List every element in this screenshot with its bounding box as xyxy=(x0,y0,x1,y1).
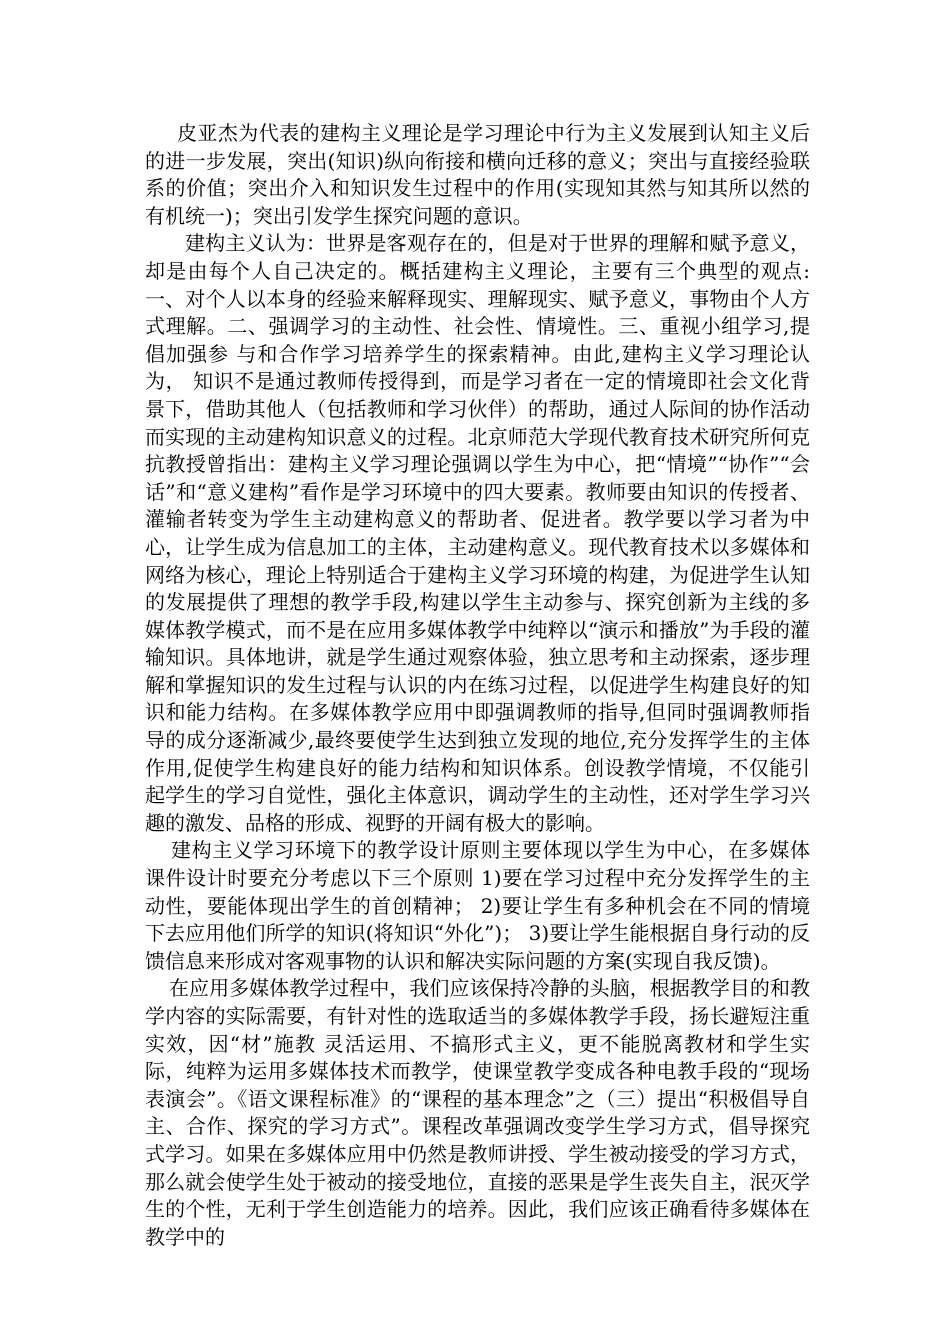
paragraph-constructivism-intro: 皮亚杰为代表的建构主义理论是学习理论中行为主义发展到认知主义后的进一步发展，突出(知识)纵向衔接和横向迁移的意义；突出与直接经验联系的价值；突出介入和知识发生过程中的作用(实现知其然与知其所以然的有机统一)；突出引发学生探究问题的意识。 xyxy=(145,121,810,228)
paragraph-multimedia-application: 在应用多媒体教学过程中，我们应该保持冷静的头脑，根据教学目的和教学内容的实际需要，有针对性的选取适当的多媒体教学手段，扬长避短注重实效，因“材”施教 灵活运用、不搞形式主义，更不能脱离教材和学生实际，纯粹为运用多媒体技术而教学，使课堂教学变成各种电教手段的“现场表演会”。《语文课程标准》的“课程的基本理念”之（三）提出“积极倡导自主、合作、探究的学习方式”。课程改革强调改变学生学习方式，倡导探究式学习。如果在多媒体应用中仍然是教师讲授、学生被动接受的学习方式，那么就会使学生处于被动的接受地位，直接的恶果是学生丧失自主，泯灭学生的个性，无利于学生创造能力的培养。因此，我们应该正确看待多媒体在教学中的 xyxy=(145,976,810,1249)
document-body xyxy=(145,120,810,1251)
paragraph-design-principles: 建构主义学习环境下的教学设计原则主要体现以学生为中心，在多媒体课件设计时要充分考虑以下三个原则 1)要在学习过程中充分发挥学生的主动性，要能体现出学生的首创精神； 2)要让学生有多种机会在不同的情境下去应用他们所学的知识(将知识“外化”)； 3)要让学生能根据自身行动的反馈信息来形成对客观事物的认识和解决实际问题的方案(实现自我反馈)。 xyxy=(145,838,810,973)
paragraph-constructivism-views: 建构主义认为：世界是客观存在的，但是对于世界的理解和赋予意义，却是由每个人自己决定的。概括建构主义理论，主要有三个典型的观点:一、对个人以本身的经验来解释现实、理解现实、赋予意义，事物由个人方式理解。二、强调学习的主动性、社会性、情境性。三、重视小组学习,提倡加强参 与和合作学习培养学生的探索精神。由此,建构主义学习理论认为， 知识不是通过教师传授得到，而是学习者在一定的情境即社会文化背景下，借助其他人（包括教师和学习伙伴）的帮助，通过人际间的协作活动而实现的主动建构知识意义的过程。北京师范大学现代教育技术研究所何克抗教授曾指出：建构主义学习理论强调以学生为中心，把“情境”“协作”“会话”和“意义建构”看作是学习环境中的四大要素。教师要由知识的传授者、灌输者转变为学生主动建构意义的帮助者、促进者。教学要以学习者为中心，让学生成为信息加工的主体，主动建构意义。现代教育技术以多媒体和网络为核心，理论上特别适合于建构主义学习环境的构建，为促进学生认知的发展提供了理想的教学手段,构建以学生主动参与、探究创新为主线的多媒体教学模式，而不是在应用多媒体教学中纯粹以“演示和播放”为手段的灌输知识。具体地讲，就是学生通过观察体验，独立思考和主动探索，逐步理解和掌握知识的发生过程与认识的内在练习过程，以促进学生构建良好的知识和能力结构。在多媒体教学应用中即强调教师的指导,但同时强调教师指导的成分逐渐减少,最终要使学生达到独立发现的地位,充分发挥学生的主体作用,促使学生构建良好的能力结构和知识体系。创设教学情境，不仅能引起学生的学习自觉性，强化主体意识，调动学生的主动性，还对学生学习兴趣的激发、品格的形成、视野的开阔有极大的影响。 xyxy=(145,231,810,835)
